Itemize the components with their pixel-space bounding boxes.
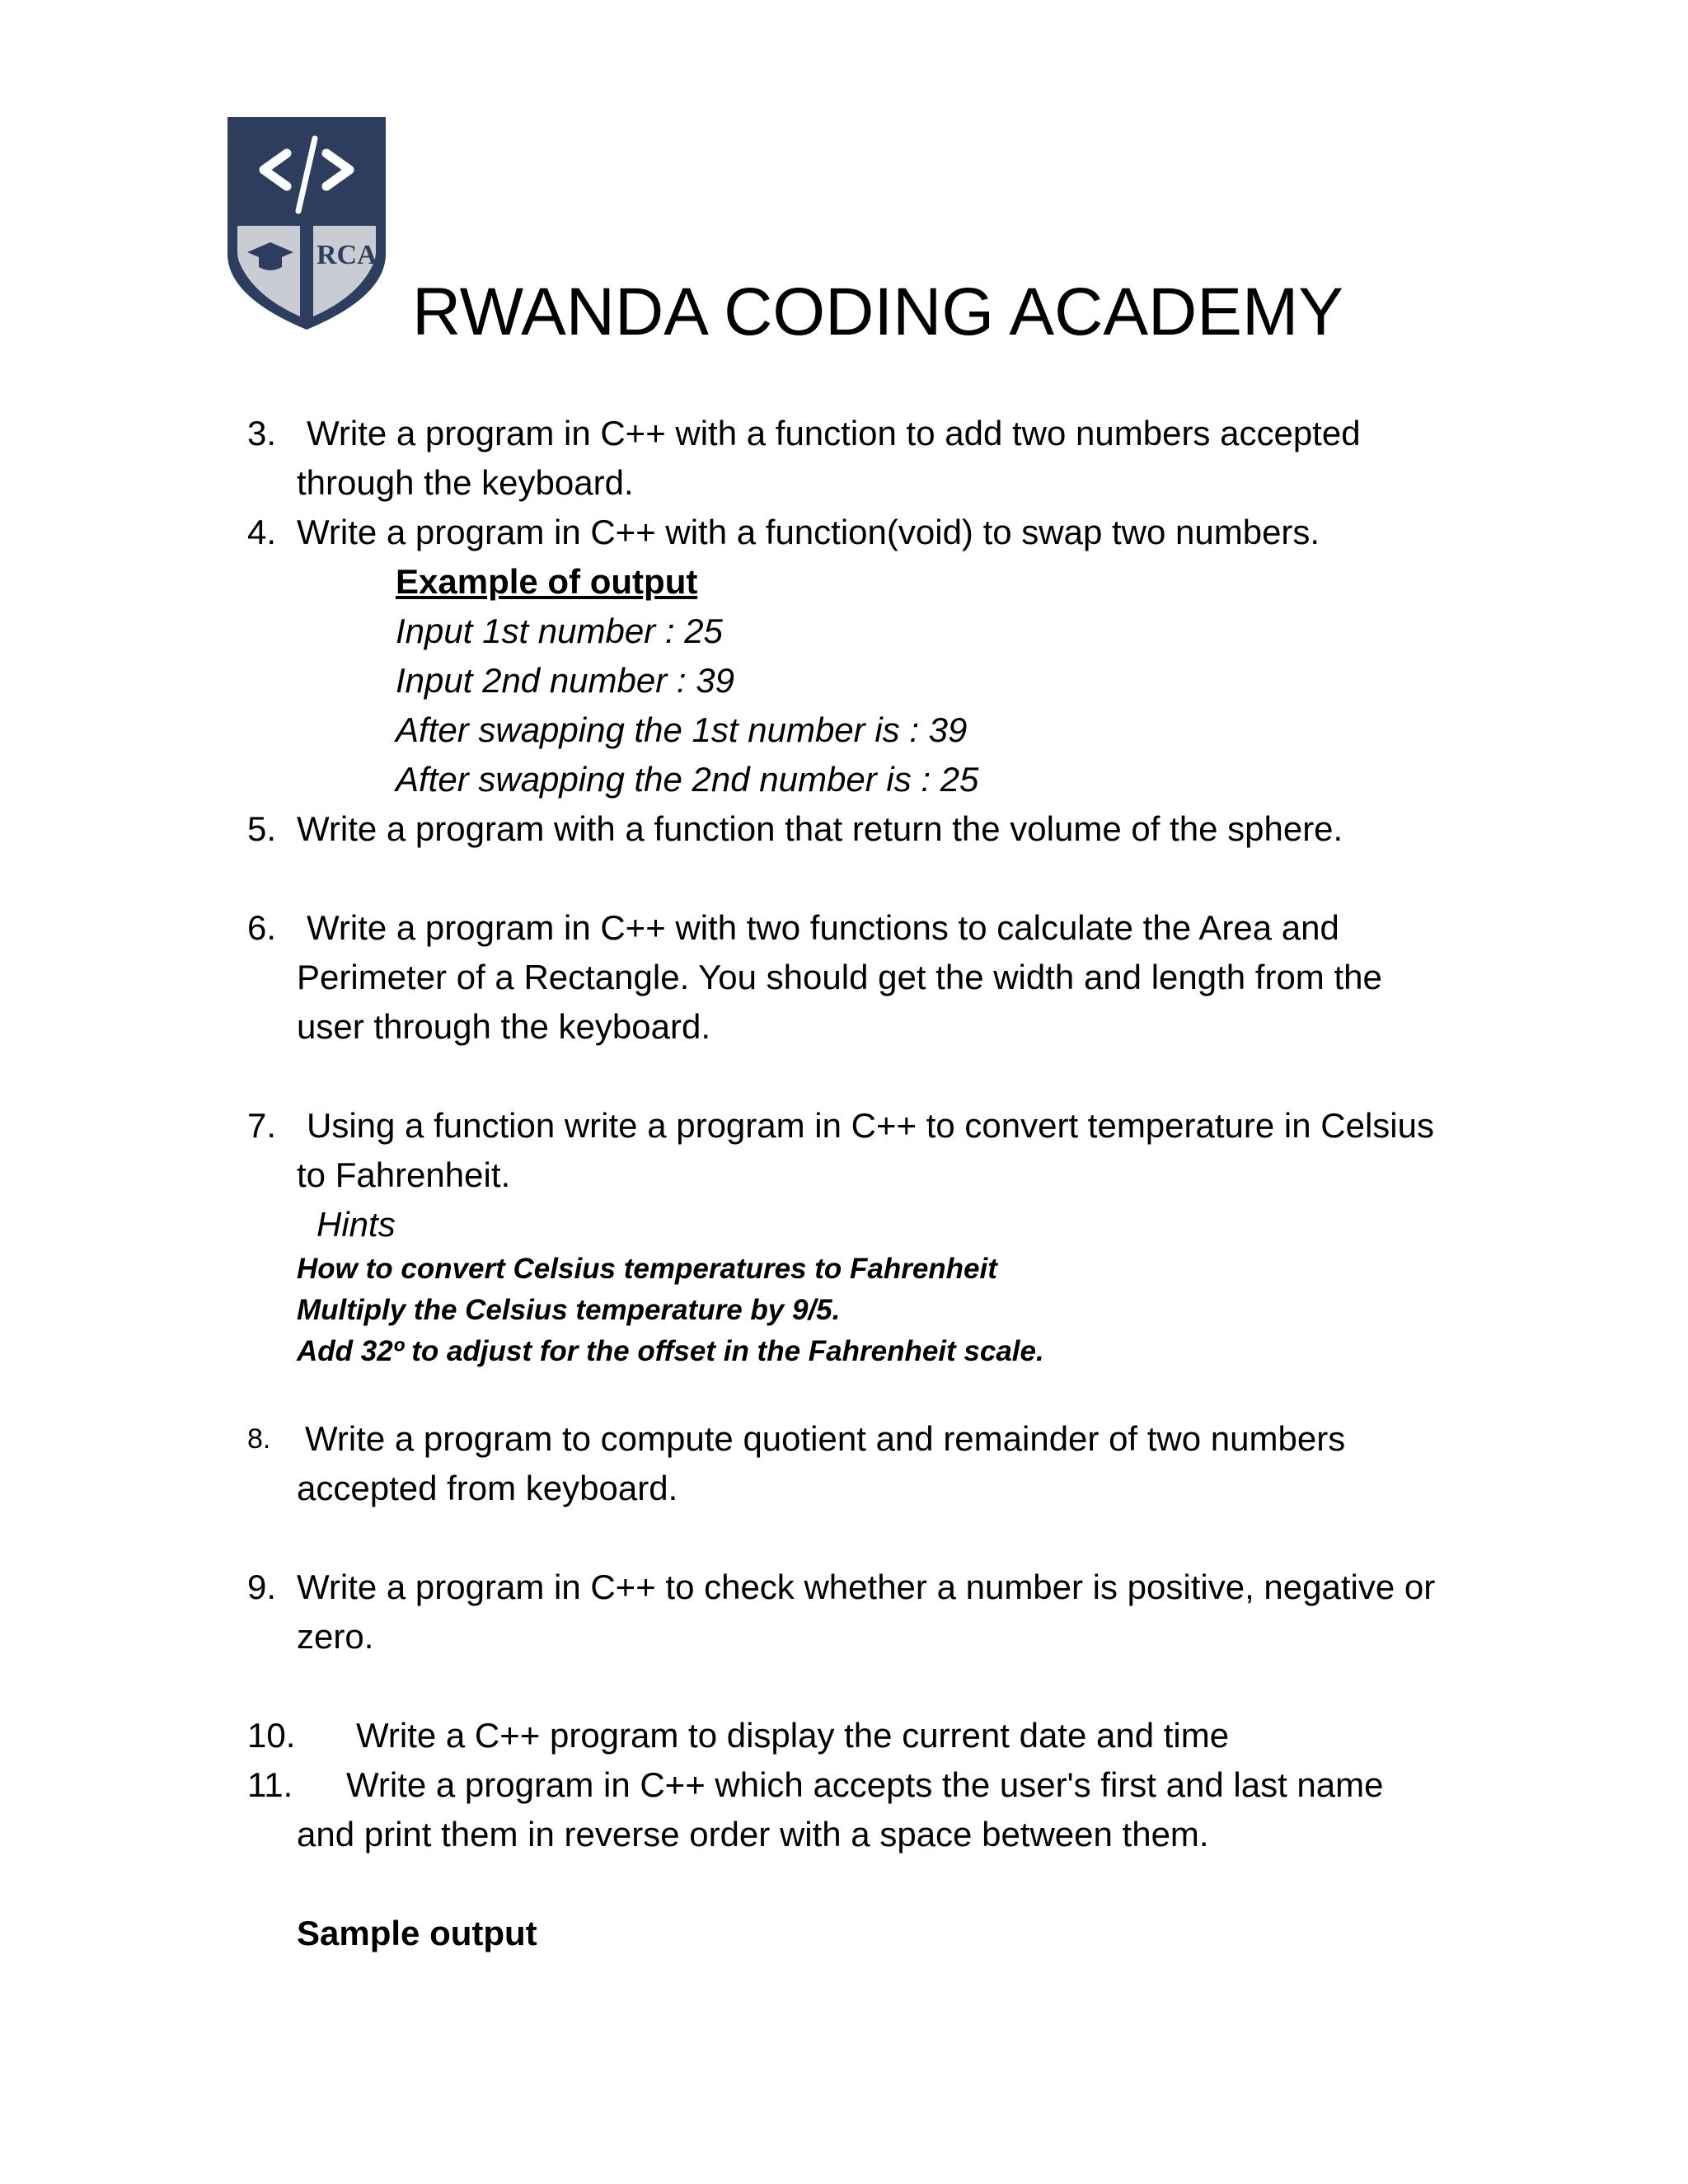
item-number: 7.	[247, 1106, 277, 1145]
example-line: After swapping the 1st number is : 39	[396, 710, 968, 749]
question-9-text-cont: zero.	[297, 1617, 374, 1656]
rca-logo	[223, 114, 391, 331]
question-5-text: Write a program with a function that return the volume of the sphere.	[297, 809, 1343, 848]
item-number: 9.	[247, 1568, 277, 1606]
question-11-text-cont: and print them in reverse order with a space between them.	[297, 1815, 1209, 1854]
example-heading: Example of output	[396, 562, 698, 601]
item-number: 3.	[247, 414, 277, 452]
item-number: 4.	[247, 513, 277, 551]
hints-label: Hints	[316, 1205, 396, 1244]
question-6-text: Write a program in C++ with two functions to calculate the Area and	[307, 908, 1339, 947]
item-number: 6.	[247, 908, 277, 947]
page-title: RWANDA CODING ACADEMY	[412, 274, 1343, 349]
hint-line: Multiply the Celsius temperature by 9/5.	[297, 1294, 841, 1326]
item-number: 8.	[247, 1423, 271, 1455]
question-6-text-cont: Perimeter of a Rectangle. You should get the width and length from the	[297, 958, 1382, 996]
example-line: Input 2nd number : 39	[396, 661, 734, 700]
hint-line: Add 32º to adjust for the offset in the Fahrenheit scale.	[297, 1335, 1044, 1367]
item-number: 10.	[247, 1716, 296, 1755]
item-number: 5.	[247, 809, 277, 848]
sample-output-heading: Sample output	[297, 1914, 537, 1952]
question-9-text: Write a program in C++ to check whether a number is positive, negative or	[297, 1568, 1436, 1606]
question-3-text-cont: through the keyboard.	[297, 463, 634, 502]
example-line: Input 1st number : 25	[396, 612, 723, 650]
question-11-text: Write a program in C++ which accepts the user's first and last name	[346, 1765, 1384, 1804]
question-7-text: Using a function write a program in C++ to convert temperature in Celsius	[307, 1106, 1434, 1145]
item-number: 11.	[247, 1765, 293, 1804]
question-8-text: Write a program to compute quotient and remainder of two numbers	[305, 1419, 1346, 1458]
hint-line: How to convert Celsius temperatures to Fahrenheit	[297, 1253, 997, 1285]
logo-rca-text: RCA	[316, 240, 377, 270]
question-3-text: Write a program in C++ with a function to add two numbers accepted	[307, 414, 1361, 452]
question-4-text: Write a program in C++ with a function(void) to swap two numbers.	[297, 513, 1320, 551]
question-10-text: Write a C++ program to display the current date and time	[356, 1716, 1230, 1755]
question-8-text-cont: accepted from keyboard.	[297, 1469, 678, 1507]
question-7-text-cont: to Fahrenheit.	[297, 1155, 511, 1194]
question-6-text-cont: user through the keyboard.	[297, 1007, 710, 1046]
example-line: After swapping the 2nd number is : 25	[396, 760, 979, 799]
